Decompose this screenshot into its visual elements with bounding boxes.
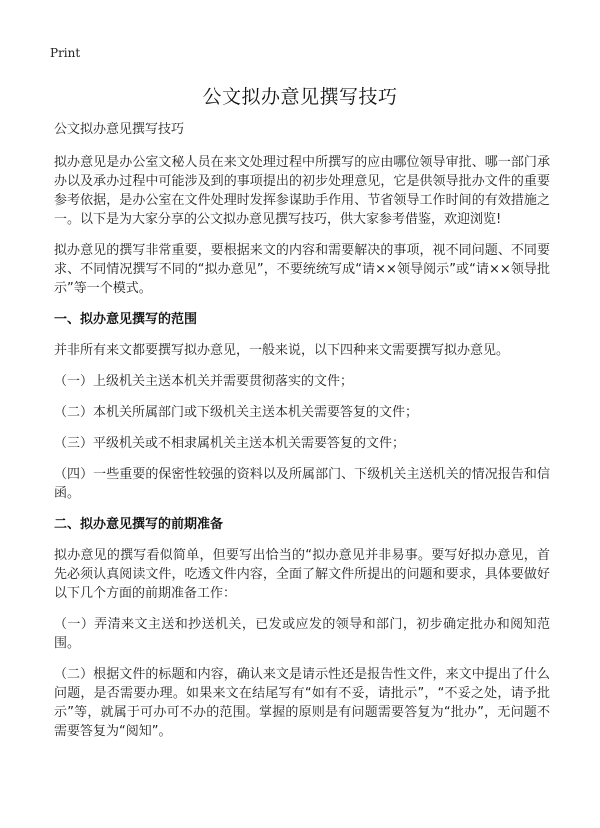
preparation-item-2: （二）根据文件的标题和内容，确认来文是请示性还是报告性文件，来文中提出了什么问题，是否需要办理。如果来文在结尾写有“如有不妥，请批示”，“不妥之处，请予批示”等，就属于可办可不办的范围。掌握的原则是有问题需要答复为“批办”，无问题不需要答复为“阅知”。 [54, 667, 550, 739]
section-scope-lead: 并非所有来文都要撰写拟办意见，一般来说，以下四种来文需要撰写拟办意见。 [54, 343, 510, 358]
section-preparation-lead: 拟办意见的撰写看似简单，但要写出恰当的“拟办意见并非易事。要写好拟办意见，首先必须认真阅读文件，吃透文件内容，全面了解文件所提出的问题和要求，具体要做好以下几个方面的前期准备工作： [54, 548, 550, 601]
scope-item-4: （四）一些重要的保密性较强的资料以及所属部门、下级机关主送机关的情况报告和信函。 [54, 467, 550, 501]
print-link[interactable]: Print [50, 46, 81, 60]
intro-paragraph-2: 拟办意见的撰写非常重要，要根据来文的内容和需要解决的事项，视不同问题、不同要求、不同情况撰写不同的“拟办意见”，不要统统写成“请××领导阅示”或“请××领导批示”等一个模式。 [54, 243, 550, 296]
section-heading-scope: 一、拟办意见撰写的范围 [54, 312, 198, 327]
scope-item-3: （三）平级机关或不相隶属机关主送本机关需要答复的文件； [54, 436, 406, 451]
section-heading-preparation: 二、拟办意见撰写的前期准备 [54, 517, 224, 532]
document-body [54, 120, 550, 753]
intro-paragraph-1: 拟办意见是办公室文秘人员在来文处理过程中所撰写的应由哪位领导审批、哪一部门承办以及承办过程中可能涉及到的事项提出的初步处理意见，它是供领导批办文件的重要参考依据，是办公室在文件处理时发挥参谋助手作用、节省领导工作时间的有效措施之一。以下是为大家分享的公文拟办意见撰写技巧，供大家参考借鉴，欢迎浏览! [54, 155, 550, 227]
document-subtitle: 公文拟办意见撰写技巧 [54, 122, 185, 137]
scope-item-2: （二）本机关所属部门或下级机关主送本机关需要答复的文件； [54, 405, 419, 420]
preparation-item-1: （一）弄清来文主送和抄送机关，已发或应发的领导和部门，初步确定批办和阅知范围。 [54, 617, 550, 651]
scope-item-1: （一）上级机关主送本机关并需要贯彻落实的文件； [54, 374, 354, 389]
page-title: 公文拟办意见撰写技巧 [202, 86, 398, 108]
